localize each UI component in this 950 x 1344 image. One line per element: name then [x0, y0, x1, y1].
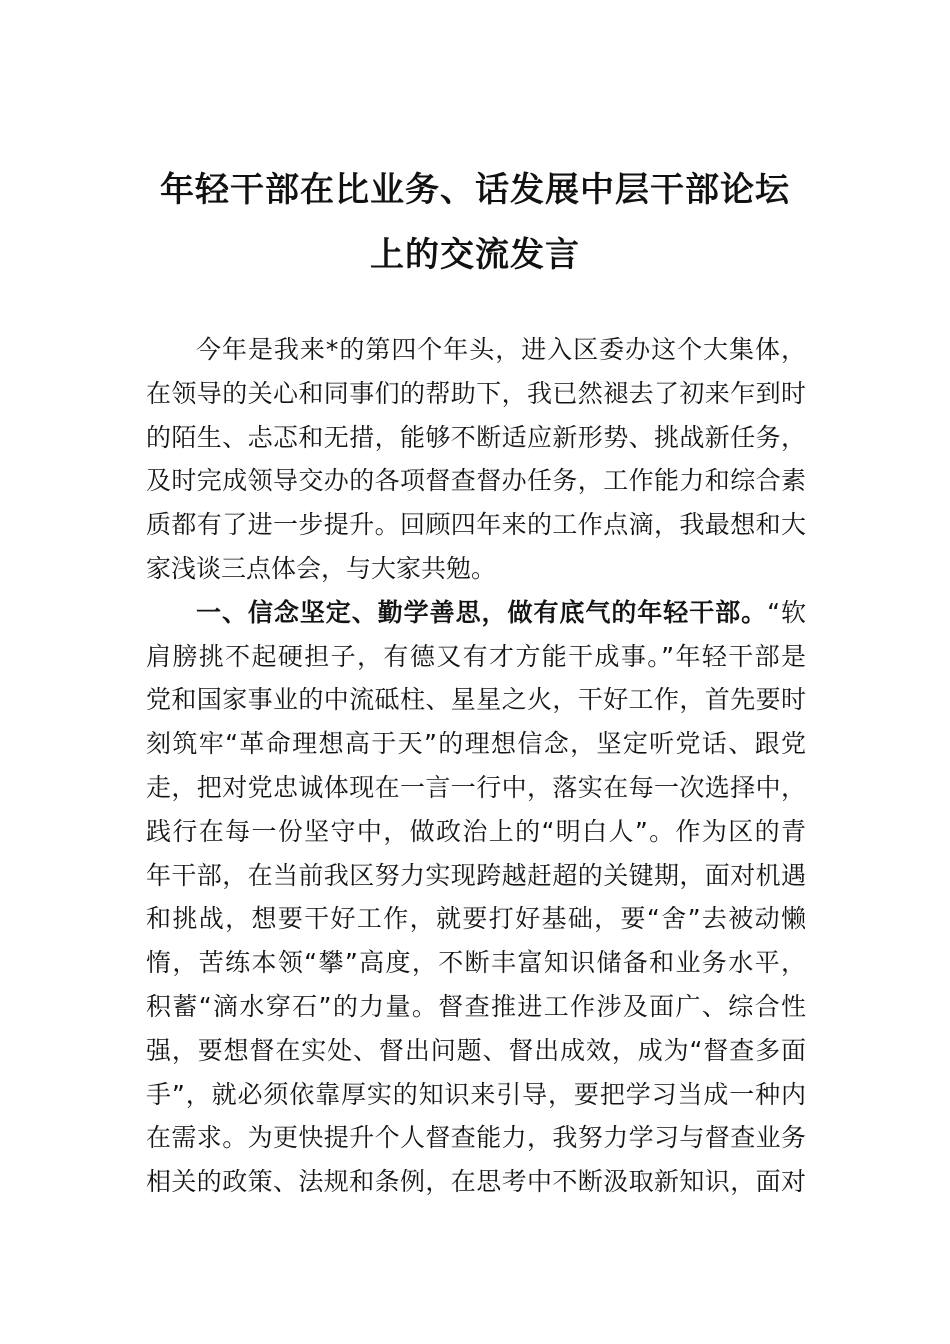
paragraph-1-line: 在领导的关心和同事们的帮助下，我已然褪去了初来乍到时 [146, 378, 806, 408]
paragraph-2-line: 刻筑牢“革命理想高于天”的理想信念，坚定听党话、跟党 [146, 729, 806, 759]
section-heading: 一、信念坚定、勤学善思，做有底气的年轻干部。 [196, 597, 768, 627]
paragraph-2-line: 和挑战，想要干好工作，就要打好基础，要“舍”去被动懒 [146, 904, 806, 934]
document-title-line-2: 上的交流发言 [370, 235, 580, 275]
paragraph-2-line: 强，要想督在实处、督出问题、督出成效，成为“督查多面 [146, 1035, 806, 1065]
paragraph-2-line: 践行在每一份坚守中，做政治上的“明白人”。作为区的青 [146, 816, 806, 846]
paragraph-1-line: 的陌生、忐忑和无措，能够不断适应新形势、挑战新任务， [146, 422, 806, 452]
paragraph-1-line: 家浅谈三点体会，与大家共勉。 [146, 553, 497, 583]
paragraph-2-line: 走，把对党忠诚体现在一言一行中，落实在每一次选择中， [146, 772, 806, 802]
document-body [146, 328, 806, 1204]
paragraph-2-line: 相关的政策、法规和条例，在思考中不断汲取新知识，面对 [146, 1167, 806, 1197]
paragraph-2-line: 年干部，在当前我区努力实现跨越赶超的关键期，面对机遇 [146, 860, 806, 890]
paragraph-2-first-line [146, 591, 806, 635]
document-title-line-1: 年轻干部在比业务、话发展中层干部论坛 [160, 170, 790, 210]
paragraph-2-line: 在需求。为更快提升个人督查能力，我努力学习与督查业务 [146, 1123, 806, 1153]
paragraph-2-line: 积蓄“滴水穿石”的力量。督查推进工作涉及面广、综合性 [146, 991, 806, 1021]
paragraph-2-first-line-rest: “软 [767, 597, 806, 627]
paragraph-2-line: 惰，苦练本领“攀”高度，不断丰富知识储备和业务水平， [146, 948, 806, 978]
paragraph-1-line: 及时完成领导交办的各项督查督办任务，工作能力和综合素 [146, 466, 806, 496]
paragraph-2-line: 党和国家事业的中流砥柱、星星之火，干好工作，首先要时 [146, 685, 806, 715]
paragraph-1-line: 今年是我来*的第四个年头，进入区委办这个大集体， [196, 335, 806, 364]
paragraph-1-line: 质都有了进一步提升。回顾四年来的工作点滴，我最想和大 [146, 510, 806, 540]
paragraph-2-line: 肩膀挑不起硬担子，有德又有才方能干成事。”年轻干部是 [146, 641, 806, 671]
paragraph-2-line: 手”，就必须依靠厚实的知识来引导，要把学习当成一种内 [146, 1079, 806, 1109]
